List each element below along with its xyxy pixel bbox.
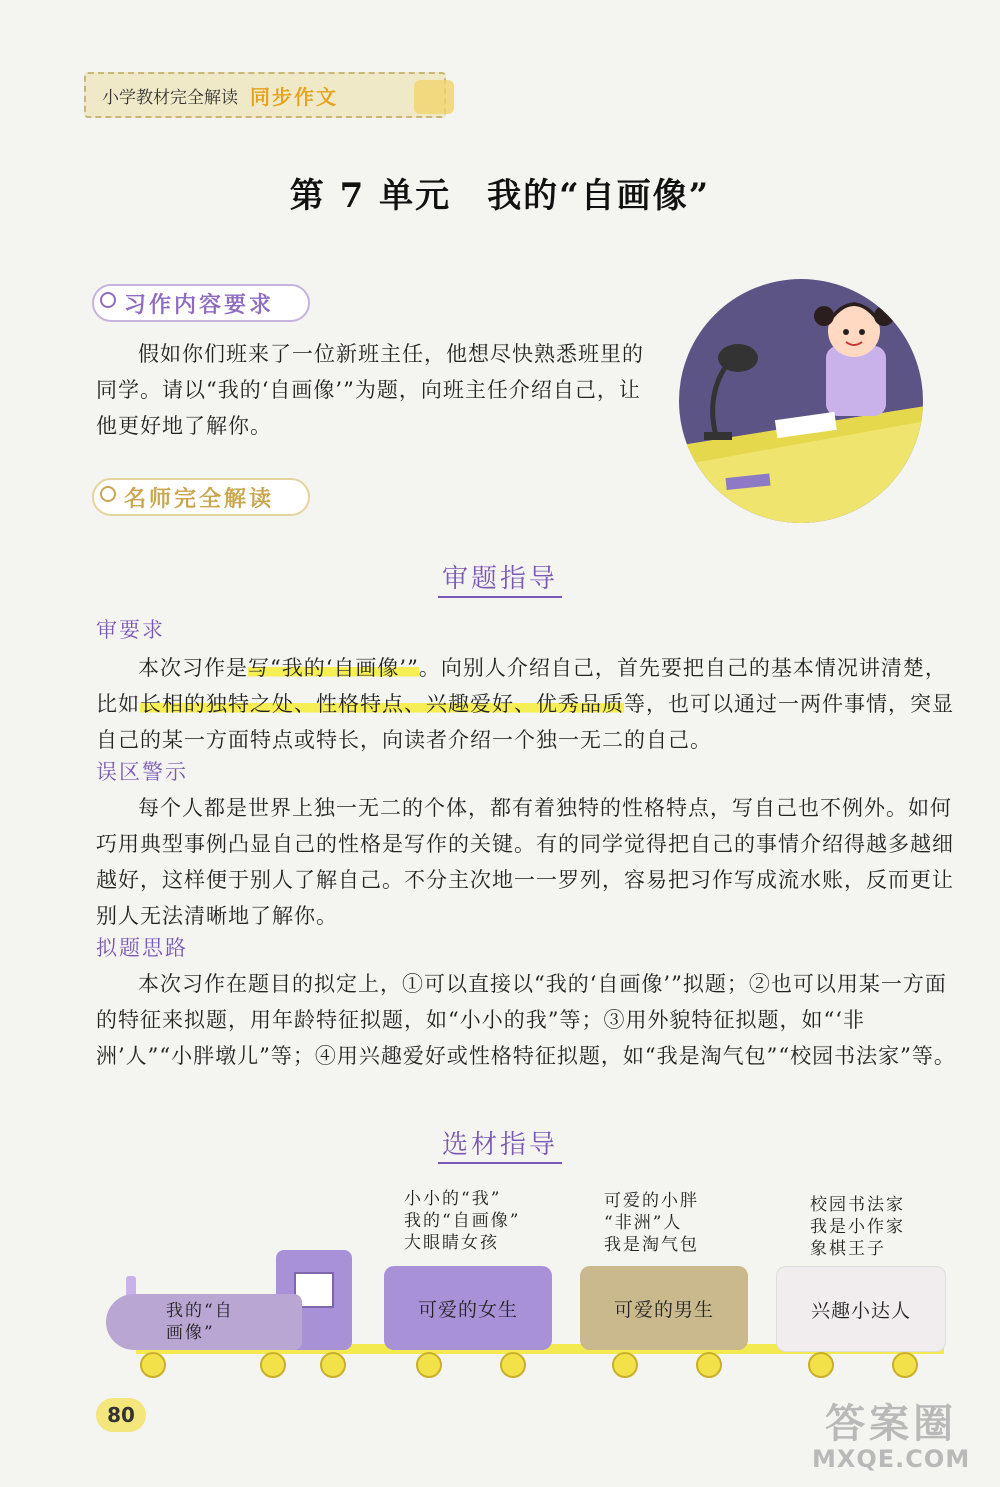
wheel xyxy=(320,1352,346,1378)
unit-title: 第 7 单元 我的“自画像” xyxy=(289,176,711,216)
girl-reading-illustration xyxy=(676,276,926,526)
wheel xyxy=(892,1352,918,1378)
wheel xyxy=(140,1352,166,1378)
material-heading-text: 选材指导 xyxy=(438,1130,562,1164)
watermark-line2: MXQE.COM xyxy=(812,1445,971,1473)
wheel xyxy=(260,1352,286,1378)
engine-body xyxy=(106,1294,302,1350)
section-paragraph: 本次习作在题目的拟定上，①可以直接以“我的‘自画像’”拟题；②也可以用某一方面的特征来拟题，用年龄特征拟题，如“小小的我”等；③用外貌特征拟题，如“‘非洲’人”“小胖墩儿”等；④用兴趣爱好或性格特征拟题，如“我是淘气包”“校园书法家”等。 xyxy=(96,972,956,1068)
car-label: 可爱的女生 xyxy=(417,1298,518,1321)
bullet-icon xyxy=(100,292,116,308)
car-label: 可爱的男生 xyxy=(613,1298,714,1321)
text-run: 本次习作是 xyxy=(138,656,248,680)
highlighted-text: 写“我的‘自画像’” xyxy=(248,656,419,680)
engine-label: 我的“自 画像” xyxy=(166,1301,234,1343)
wheel xyxy=(808,1352,834,1378)
guide-heading-text: 审题指导 xyxy=(438,564,562,598)
train-diagram xyxy=(96,1248,956,1388)
highlighted-text: 长相的独特之处、性格特点、兴趣爱好、优秀品质 xyxy=(140,692,624,716)
car-topics: 小小的“我” 我的“自画像” 大眼睛女孩 xyxy=(404,1189,521,1253)
series-name: 同步作文 xyxy=(250,84,338,109)
analysis-tag xyxy=(92,478,310,516)
text-run: 。向别人介绍自己，首先要把自己的基本情况讲清楚，比如 xyxy=(96,656,947,716)
bullet-icon xyxy=(100,486,116,502)
car-topics: 可爱的小胖 “非洲”人 我是淘气包 xyxy=(604,1191,699,1255)
train-car-cute-boy xyxy=(580,1266,748,1350)
wheel xyxy=(696,1352,722,1378)
book-header xyxy=(84,72,446,118)
requirement-tag xyxy=(92,284,310,322)
section-paragraph xyxy=(96,650,956,758)
wheel xyxy=(500,1352,526,1378)
car-topics: 校园书法家 我是小作家 象棋王子 xyxy=(810,1195,905,1259)
watermark xyxy=(812,1392,970,1473)
section-label: 误区警示 xyxy=(96,760,188,784)
section-paragraph: 每个人都是世界上独一无二的个体，都有着独特的性格特点，写自己也不例外。如何巧用典型事例凸显自己的性格是写作的关键。有的同学觉得把自己的事情介绍得越多越细越好，这样便于别人了解自己。不分主次地一一罗列，容易把习作写成流水账，反而更让别人无法清晰地了解你。 xyxy=(96,796,954,928)
page-number: 80 xyxy=(96,1398,146,1432)
wheel xyxy=(612,1352,638,1378)
header-decoration xyxy=(414,80,454,114)
requirement-tag-label: 习作内容要求 xyxy=(124,292,275,318)
train-car-cute-girl xyxy=(384,1266,552,1350)
train-car-interest xyxy=(776,1266,946,1352)
text-run: 等，也可以通过一两件事情，突显自己的某一方面特点或特长，向读者介绍一个独一无二的自己。 xyxy=(96,692,954,752)
requirement-text: 假如你们班来了一位新班主任，他想尽快熟悉班里的同学。请以“我的‘自画像’”为题，向班主任介绍自己，让他更好地了解你。 xyxy=(96,342,644,438)
material-heading xyxy=(0,1124,1000,1161)
analysis-tag-label: 名师完全解读 xyxy=(124,486,275,512)
watermark-line1: 答案圈 xyxy=(825,1401,958,1447)
car-label: 兴趣小达人 xyxy=(810,1299,911,1322)
section-label: 拟题思路 xyxy=(96,936,188,960)
book-name: 小学教材完全解读 xyxy=(102,87,238,108)
guide-heading xyxy=(0,558,1000,595)
section-label: 审要求 xyxy=(96,618,165,642)
wheel xyxy=(416,1352,442,1378)
